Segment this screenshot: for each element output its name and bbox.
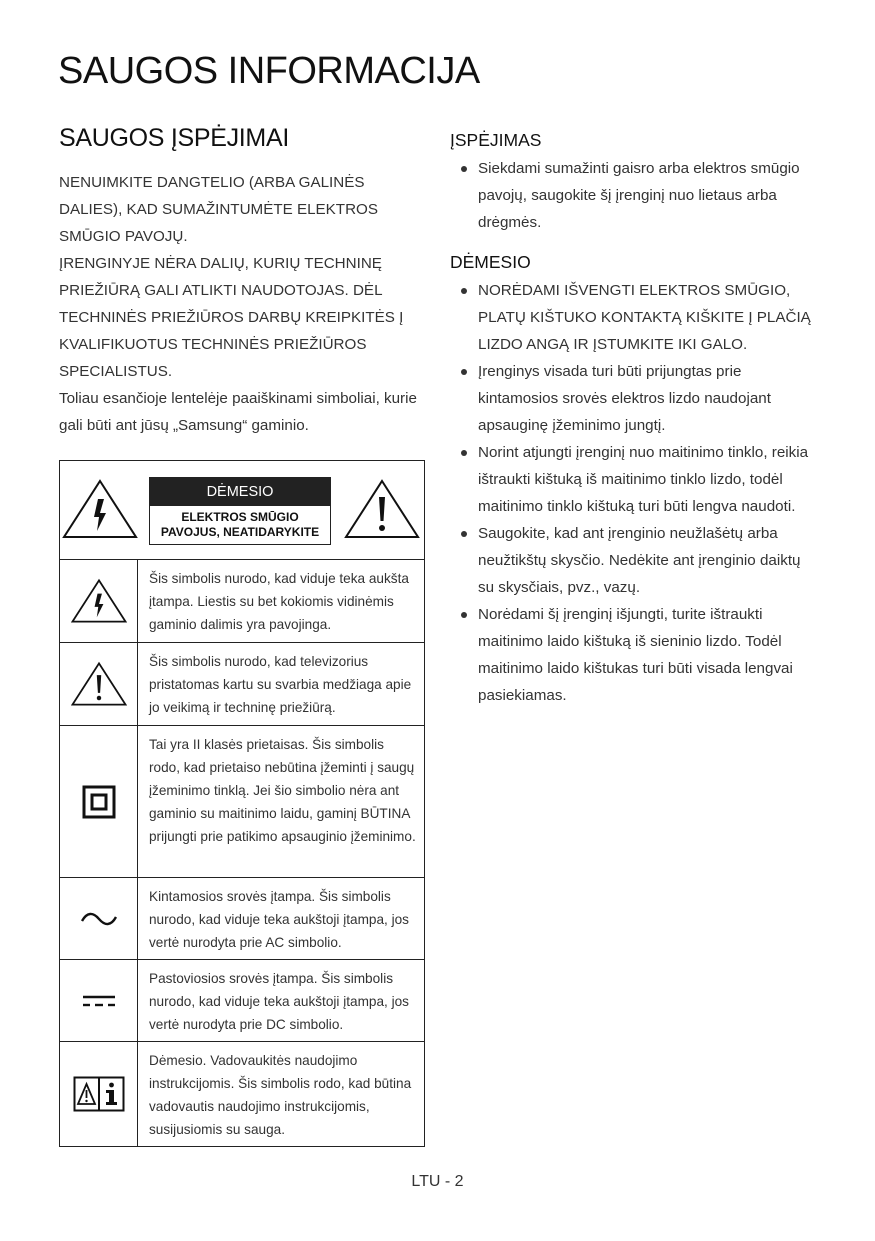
- symbol-row-high-voltage: [60, 560, 424, 643]
- warning-list: [450, 155, 820, 236]
- page-title: SAUGOS INFORMACIJA: [58, 50, 480, 92]
- list-item: Norėdami šį įrenginį išjungti, turite ištraukti maitinimo laido kištuką iš sieninio lizdo. Todėl maitinimo laido kištukas turi būti visada lengvai pasiekiamas.: [450, 601, 820, 709]
- symbol-description: Šis simbolis nurodo, kad viduje teka aukšta įtampa. Liestis su bet kokiomis vidinėmis gaminio dalimis yra pavojinga.: [149, 571, 409, 632]
- symbol-row-ac: [60, 878, 424, 960]
- left-column: [59, 124, 429, 439]
- symbol-description: Dėmesio. Vadovaukitės naudojimo instrukcijomis. Šis simbolis rodo, kad būtina vadovautis naudojimo instrukcijomis, susijusiomis su sauga.: [149, 1053, 412, 1137]
- caution-heading: DĖMESIO: [450, 252, 531, 272]
- caution-manual-icon: [73, 1076, 125, 1112]
- caution-list: [450, 277, 820, 709]
- symbols-table: [59, 460, 425, 1147]
- lightning-triangle-icon: [62, 479, 138, 539]
- exclamation-triangle-icon: [71, 661, 127, 707]
- caution-label-box: [149, 477, 331, 545]
- list-item: Siekdami sumažinti gaisro arba elektros smūgio pavojų, saugokite šį įrenginį nuo lietaus arba drėgmės.: [450, 155, 820, 236]
- caution-label-line1: ELEKTROS SMŪGIO: [181, 510, 299, 524]
- caution-label-line2: PAVOJUS, NEATIDARYKITE: [160, 525, 320, 539]
- symbol-description: Šis simbolis nurodo, kad televizorius pristatomas kartu su svarbia medžiaga apie jo veikimą ir techninę priežiūrą.: [149, 654, 412, 715]
- symbol-row-class-ii: [60, 726, 424, 878]
- no-user-parts-paragraph: ĮRENGINYJE NĖRA DALIŲ, KURIŲ TECHNINĘ PRIEŽIŪRĄ GALI ATLIKTI NAUDOTOJAS. DĖL TECHNINĖS PRIEŽIŪROS DARBŲ KREIPKITĖS Į KVALIFIKUOTUS TECHNINĖS PRIEŽIŪROS SPECIALISTUS.: [59, 255, 404, 380]
- warning-heading: ĮSPĖJIMAS: [450, 130, 542, 150]
- right-column: [450, 124, 820, 709]
- symbol-row-dc: [60, 960, 424, 1042]
- symbol-row-important-info: [60, 643, 424, 726]
- symbol-description: Pastoviosios srovės įtampa. Šis simbolis nurodo, kad viduje teka aukštoji įtampa, jos vertė nurodyta prie DC simbolio.: [149, 971, 409, 1032]
- symbols-table-header: [60, 461, 424, 560]
- cover-warning-paragraph: NENUIMKITE DANGTELIO (ARBA GALINĖS DALIES), KAD SUMAŽINTUMĖTE ELEKTROS SMŪGIO PAVOJŲ.: [59, 174, 378, 245]
- symbol-row-instructions: [60, 1042, 424, 1146]
- symbol-description: Kintamosios srovės įtampa. Šis simbolis nurodo, kad viduje teka aukštoji įtampa, jos vertė nurodyta prie AC simbolio.: [149, 889, 409, 950]
- safety-warnings-heading: SAUGOS ĮSPĖJIMAI: [59, 124, 289, 152]
- list-item: Įrenginys visada turi būti prijungtas prie kintamosios srovės elektros lizdo naudojant apsauginę įžeminimo jungtį.: [450, 358, 820, 439]
- exclamation-triangle-icon: [344, 479, 420, 539]
- dc-lines-icon: [81, 994, 117, 1008]
- lightning-triangle-icon: [71, 578, 127, 624]
- caution-label-title: DĖMESIO: [150, 478, 330, 506]
- list-item: Norint atjungti įrenginį nuo maitinimo tinklo, reikia ištraukti kištuką iš maitinimo tinklo lizdo, todėl maitinimo tinklo kištuką turi būti lengva naudoti.: [450, 439, 820, 520]
- class-ii-double-square-icon: [82, 785, 116, 819]
- symbol-description: Tai yra II klasės prietaisas. Šis simbolis rodo, kad prietaiso nebūtina įžeminti į saugų įžeminimo tinklą. Jei šio simbolio nėra ant gaminio su maitinimo laidu, gaminį BŪTINA prijungti prie patikimo apsauginio įžeminimo.: [149, 737, 416, 844]
- list-item: NORĖDAMI IŠVENGTI ELEKTROS SMŪGIO, PLATŲ KIŠTUKO KONTAKTĄ KIŠKITE Į PLAČIĄ LIZDO ANGĄ IR ĮSTUMKITE IKI GALO.: [450, 277, 820, 358]
- list-item: Saugokite, kad ant įrenginio neužlašėtų arba neužtikštų skysčio. Nedėkite ant įrenginio daiktų su skysčiais, pvz., vazų.: [450, 520, 820, 601]
- ac-wave-icon: [79, 909, 119, 929]
- page-number: LTU - 2: [411, 1173, 464, 1190]
- symbols-intro-paragraph: Toliau esančioje lentelėje paaiškinami simboliai, kurie gali būti ant jūsų „Samsung“ gaminio.: [59, 390, 417, 434]
